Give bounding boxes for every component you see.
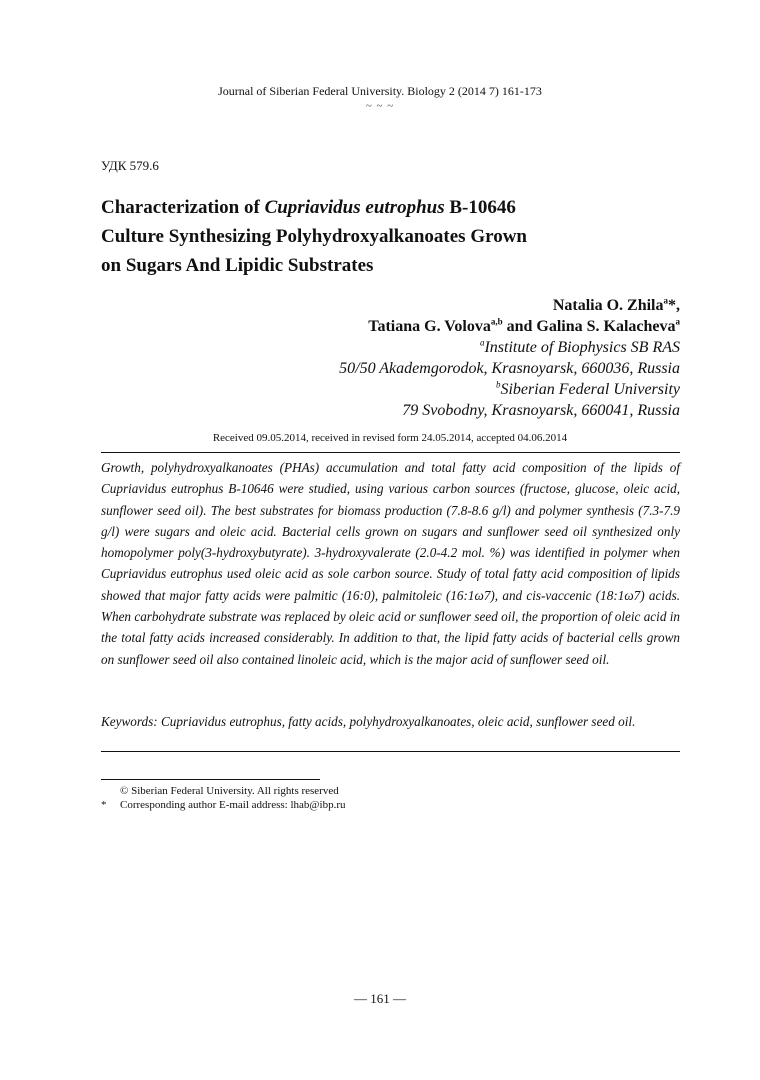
footnote-copyright: © Siberian Federal University. All rights reserved	[120, 785, 339, 797]
author-2-3: Tatiana G. Volova$^{a,b}$ and Galina S. Kalacheva$^a$	[368, 316, 680, 335]
abstract-top-rule	[101, 452, 680, 453]
author-1: Natalia O. Zhila$^a$*,	[552, 295, 680, 314]
affiliation-a-address: 50/50 Akademgorodok, Krasnoyarsk, 660036, Russia	[339, 360, 680, 377]
received-dates: Received 09.05.2014, received in revised form 24.05.2014, accepted 04.06.2014	[212, 432, 568, 444]
title-line-2: Culture Synthesizing Polyhydroxyalkanoates Grown	[101, 226, 527, 247]
footnotes	[101, 784, 346, 812]
title-line-1: Characterization of Cupriavidus eutrophus B-10646	[101, 197, 516, 218]
abstract-bottom-rule	[101, 751, 680, 752]
keywords-text: Keywords: Cupriavidus eutrophus, fatty acids, polyhydroxyalkanoates, oleic acid, sunflower seed oil.	[101, 714, 636, 729]
header-separator: ~ ~ ~	[365, 100, 395, 112]
footnote-corresponding: * Corresponding author E-mail address: lhab@ibp.ru	[101, 799, 346, 811]
authors-block	[339, 295, 680, 421]
abstract-text: Growth, polyhydroxyalkanoates (PHAs) accumulation and total fatty acid composition of the lipids of Cupriavidus eutrophus B-10646 were studied, using various carbon sources (fructose, glucose, oleic acid, sunflower seed oil). The best substrates for biomass production (7.8-8.6 g/l) and polymer synthesis (7.3-7.9 g/l) were sugars and oleic acid. Bacterial cells grown on sugars and sunflower seed oil synthesized only homopolymer poly(3-hydroxybutyrate). 3-hydroxyvalerate (2.0-4.2 mol. %) was identified in polymer when Cupriavidus eutrophus used oleic acid as sole carbon source. Study of total fatty acid composition of lipids showed that major fatty acids were palmitic (16:0), palmitoleic (16:1ω7), and cis-vaccenic (18:1ω7) acids. When carbohydrate substrate was replaced by oleic acid or sunflower seed oil, the proportion of oleic acid in the total fatty acids increased considerably. In addition to that, the lipid fatty acids of bacterial cells grown on sunflower seed oil also contained linoleic acid, which is the major acid of sunflower seed oil.	[101, 460, 680, 667]
page-number: — 161 —	[354, 991, 406, 1006]
paper-title	[101, 193, 661, 280]
footnote-rule	[101, 779, 320, 780]
journal-header: Journal of Siberian Federal University. Biology 2 (2014 7) 161-173	[218, 84, 542, 98]
affiliation-b-address: 79 Svobodny, Krasnoyarsk, 660041, Russia	[402, 402, 680, 419]
affiliation-b-name: $^b$Siberian Federal University	[495, 379, 680, 398]
title-line-3: on Sugars And Lipidic Substrates	[101, 255, 374, 276]
affiliation-a-name: $^a$Institute of Biophysics SB RAS	[479, 337, 680, 356]
title-species: Cupriavidus eutrophus	[264, 197, 445, 218]
udc-code: УДК 579.6	[101, 158, 159, 173]
